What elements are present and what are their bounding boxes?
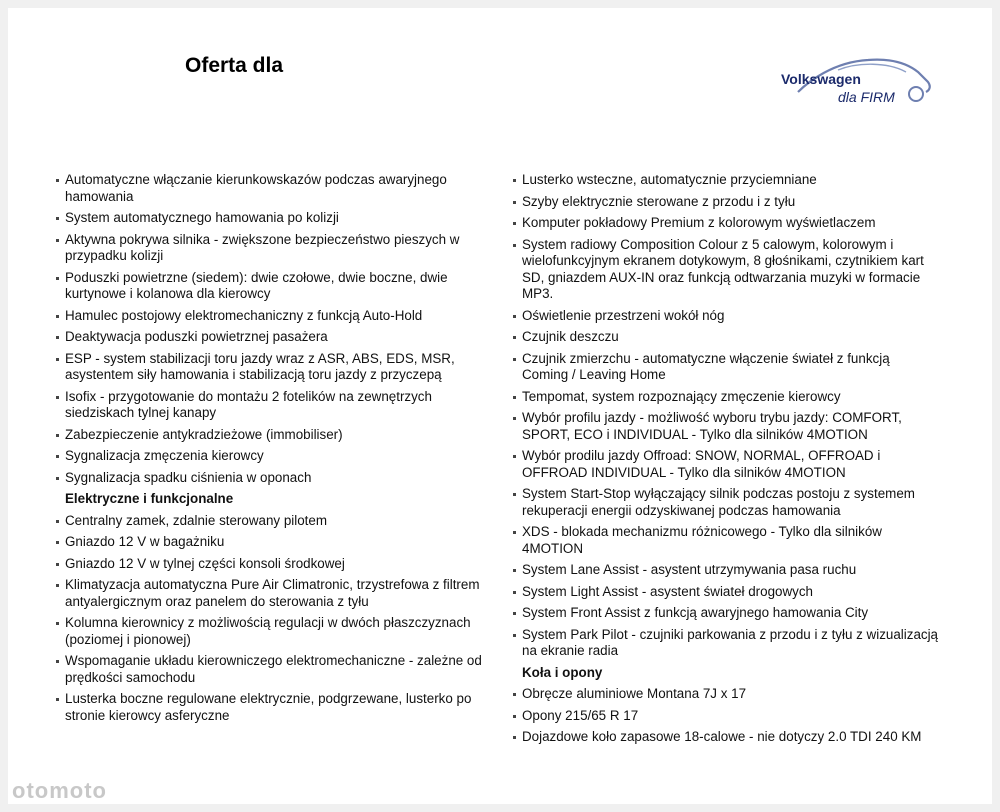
feature-item: Gniazdo 12 V w tylnej części konsoli środkowej: [56, 556, 488, 573]
car-outline-icon: [778, 52, 936, 108]
feature-item: System Start-Stop wyłączający silnik podczas postoju z systemem rekuperacji energii odzyskiwanej podczas hamowania: [513, 486, 938, 519]
page-title: Oferta dla: [185, 54, 284, 77]
feature-item: Czujnik deszczu: [513, 329, 938, 346]
feature-item: Dojazdowe koło zapasowe 18-calowe - nie dotyczy 2.0 TDI 240 KM: [513, 729, 938, 746]
feature-item: Kolumna kierownicy z możliwością regulacji w dwóch płaszczyznach (poziomej i pionowej): [56, 615, 488, 648]
feature-item: ESP - system stabilizacji toru jazdy wraz z ASR, ABS, EDS, MSR, asystentem siły hamowania i stabilizacją toru jazdy z przyczepą: [56, 351, 488, 384]
feature-item: Komputer pokładowy Premium z kolorowym wyświetlaczem: [513, 215, 938, 232]
feature-item: System Lane Assist - asystent utrzymywania pasa ruchu: [513, 562, 938, 579]
feature-item: Automatyczne włączanie kierunkowskazów podczas awaryjnego hamowania: [56, 172, 488, 205]
feature-item: Wybór profilu jazdy - możliwość wyboru trybu jazdy: COMFORT, SPORT, ECO i INDIVIDUAL - Tylko dla silników 4MOTION: [513, 410, 938, 443]
feature-item: Hamulec postojowy elektromechaniczny z funkcją Auto-Hold: [56, 308, 488, 325]
feature-item: Zabezpieczenie antykradzieżowe (immobiliser): [56, 427, 488, 444]
feature-item: Wybór prodilu jazdy Offroad: SNOW, NORMAL, OFFROAD i OFFROAD INDIVIDUAL - Tylko dla silników 4MOTION: [513, 448, 938, 481]
feature-item: System Park Pilot - czujniki parkowania z przodu i z tyłu z wizualizacją na ekranie radia: [513, 627, 938, 660]
feature-item: System automatycznego hamowania po kolizji: [56, 210, 488, 227]
feature-item: Deaktywacja poduszki powietrznej pasażera: [56, 329, 488, 346]
section-heading: Elektryczne i funkcjonalne: [65, 491, 234, 506]
feature-item: Lusterko wsteczne, automatycznie przyciemniane: [513, 172, 938, 189]
volkswagen-dla-firm-logo: [778, 52, 936, 108]
feature-item: System radiowy Composition Colour z 5 calowym, kolorowym i wielofunkcyjnym ekranem dotykowym, 8 głośnikami, czytnikiem kart SD, gniazdem AUX-IN oraz funkcją odtwarzania muzyki w formacie MP3.: [513, 237, 938, 303]
feature-item: Czujnik zmierzchu - automatyczne włączenie świateł z funkcją Coming / Leaving Home: [513, 351, 938, 384]
feature-item: Centralny zamek, zdalnie sterowany pilotem: [56, 513, 488, 530]
left-feature-column: [56, 172, 488, 729]
feature-item: Aktywna pokrywa silnika - zwiększone bezpieczeństwo pieszych w przypadku kolizji: [56, 232, 488, 265]
feature-item: Oświetlenie przestrzeni wokół nóg: [513, 308, 938, 325]
right-feature-column: [513, 172, 938, 751]
feature-item: Sygnalizacja spadku ciśnienia w oponach: [56, 470, 488, 487]
feature-item: Obręcze aluminiowe Montana 7J x 17: [513, 686, 938, 703]
left-feature-list: [56, 172, 488, 724]
watermark-text: otomoto: [12, 778, 107, 803]
feature-item: XDS - blokada mechanizmu różnicowego - Tylko dla silników 4MOTION: [513, 524, 938, 557]
feature-item: Sygnalizacja zmęczenia kierowcy: [56, 448, 488, 465]
section-heading: Koła i opony: [522, 664, 603, 680]
feature-item: Gniazdo 12 V w bagażniku: [56, 534, 488, 551]
right-feature-list: [513, 172, 938, 746]
feature-item: Lusterka boczne regulowane elektrycznie, podgrzewane, lusterko po stronie kierowcy asferyczne: [56, 691, 488, 724]
logo-subtitle-text: dla FIRM: [838, 89, 895, 105]
logo-brand-text: Volkswagen: [781, 71, 861, 87]
feature-item: Wspomaganie układu kierowniczego elektromechaniczne - zależne od prędkości samochodu: [56, 653, 488, 686]
feature-item: System Front Assist z funkcją awaryjnego hamowania City: [513, 605, 938, 622]
feature-item: Poduszki powietrzne (siedem): dwie czołowe, dwie boczne, dwie kurtynowe i kolanowa dla kierowcy: [56, 270, 488, 303]
feature-item: Szyby elektrycznie sterowane z przodu i z tyłu: [513, 194, 938, 211]
feature-item: Opony 215/65 R 17: [513, 708, 938, 725]
feature-item: System Light Assist - asystent świateł drogowych: [513, 584, 938, 601]
feature-item: Isofix - przygotowanie do montażu 2 fotelików na zewnętrzych siedziskach tylnej kanapy: [56, 389, 488, 422]
feature-item: Klimatyzacja automatyczna Pure Air Climatronic, trzystrefowa z filtrem antyalergicznym oraz panelem do sterowania z tyłu: [56, 577, 488, 610]
feature-item: Tempomat, system rozpoznający zmęczenie kierowcy: [513, 389, 938, 406]
